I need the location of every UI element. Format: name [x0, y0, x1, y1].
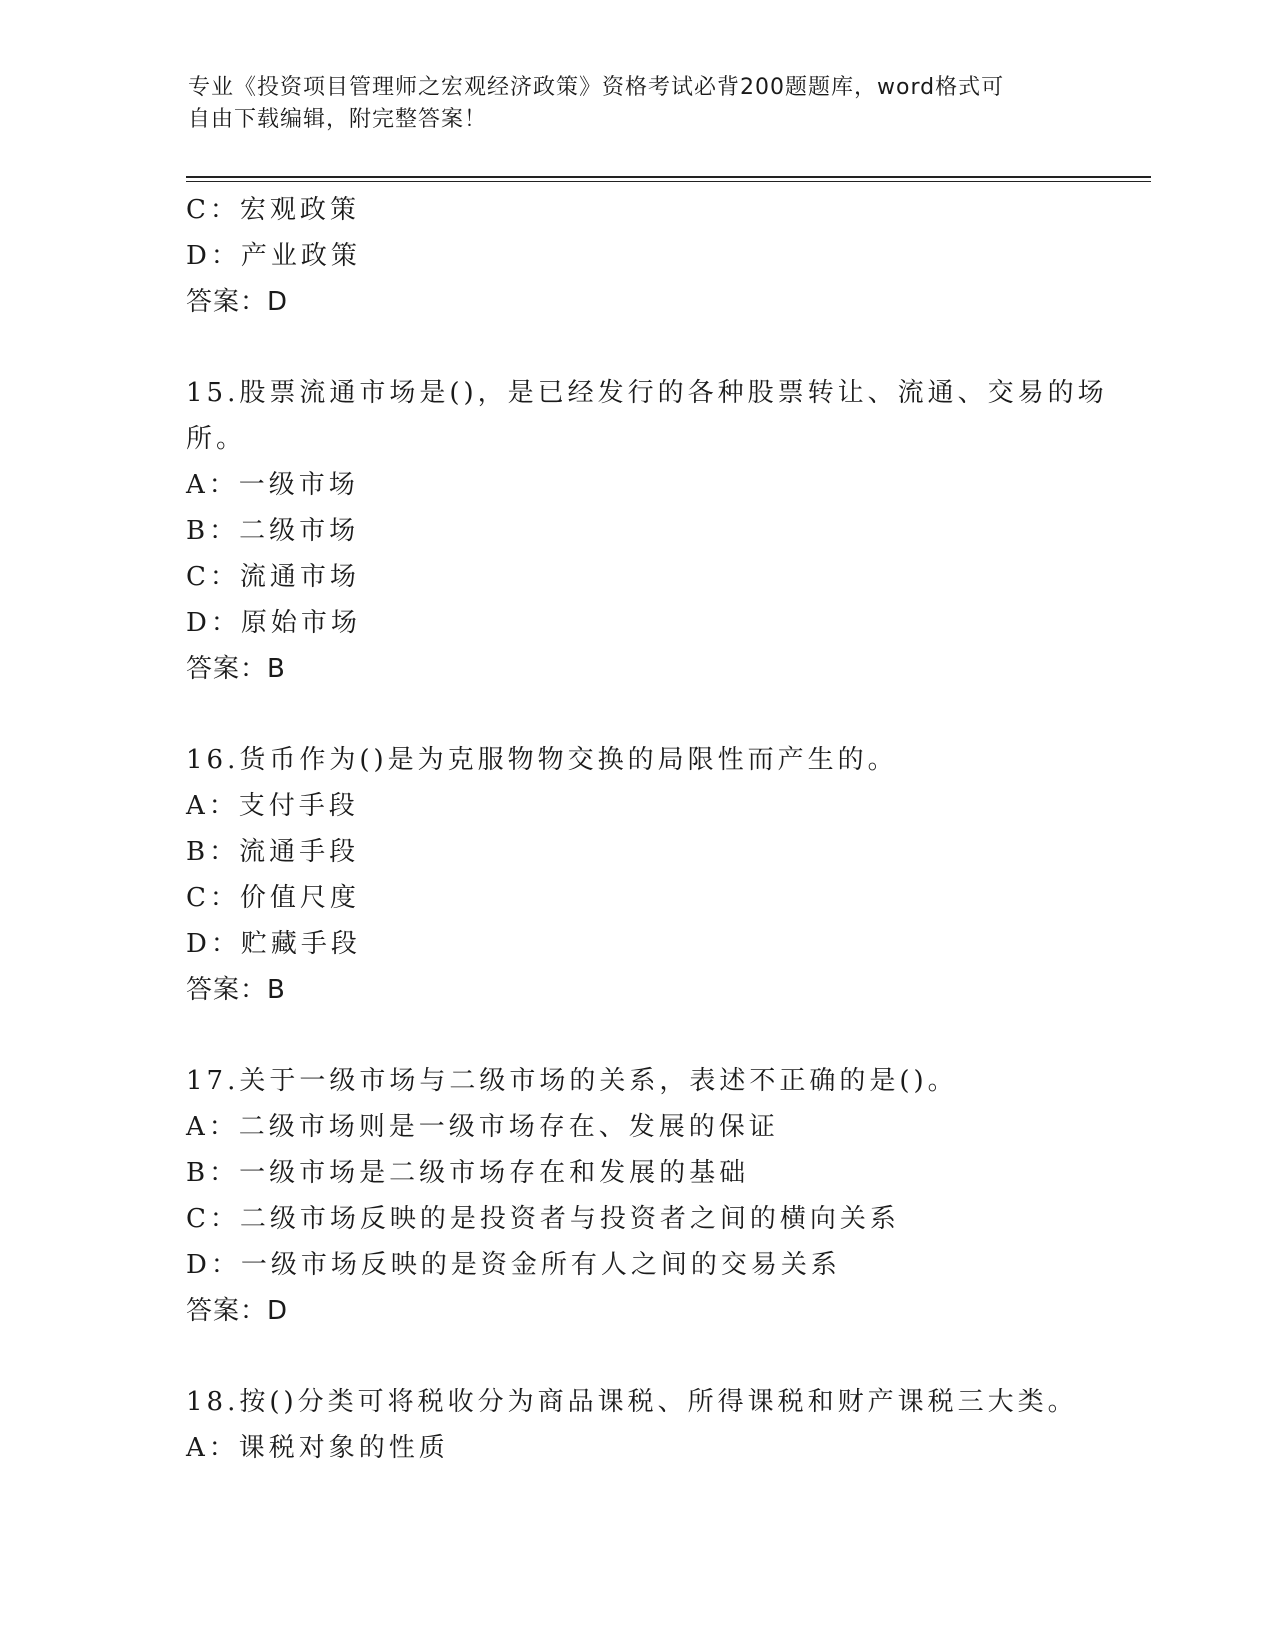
question-18 [186, 1379, 1086, 1471]
option-b: B：流通手段 [186, 837, 360, 867]
question-15 [186, 370, 1108, 692]
option-d: D：一级市场反映的是资金所有人之间的交易关系 [186, 1250, 841, 1280]
option-d: D：产业政策 [186, 241, 361, 271]
option-c: C：流通市场 [186, 562, 360, 592]
question-stem: 16.货币作为()是为克服物物交换的局限性而产生的。 [186, 745, 898, 775]
option-d: D：原始市场 [186, 608, 361, 638]
answer-line: 答案：D [186, 287, 289, 317]
header-divider-thin [186, 181, 1151, 182]
question-stem: 17.关于一级市场与二级市场的关系，表述不正确的是()。 [186, 1066, 958, 1096]
answer-line: 答案：B [186, 975, 286, 1005]
option-c: C：二级市场反映的是投资者与投资者之间的横向关系 [186, 1204, 900, 1234]
question-16 [186, 737, 1086, 1013]
question-stem-continued: 所。 [186, 424, 247, 454]
question-stem: 18.按()分类可将税收分为商品课税、所得课税和财产课税三大类。 [186, 1387, 1078, 1417]
header-line-2: 自由下载编辑，附完整答案！ [188, 107, 488, 132]
question-14-tail [186, 187, 1086, 325]
question-list [186, 187, 1108, 1471]
option-a: A：课税对象的性质 [186, 1433, 449, 1463]
option-b: B：二级市场 [186, 516, 360, 546]
header-line-1: 专业《投资项目管理师之宏观经济政策》资格考试必背200题题库，word格式可 [188, 75, 1005, 100]
option-c: C：宏观政策 [186, 195, 360, 225]
question-17 [186, 1058, 1086, 1334]
answer-line: 答案：B [186, 654, 286, 684]
option-c: C：价值尺度 [186, 883, 360, 913]
option-d: D：贮藏手段 [186, 929, 361, 959]
answer-line: 答案：D [186, 1296, 289, 1326]
header-divider-thick [186, 176, 1151, 178]
question-stem: 15.股票流通市场是()，是已经发行的各种股票转让、流通、交易的场 [186, 378, 1108, 408]
option-a: A：一级市场 [186, 470, 359, 500]
document-header [188, 72, 1068, 136]
option-a: A：二级市场则是一级市场存在、发展的保证 [186, 1112, 779, 1142]
option-b: B：一级市场是二级市场存在和发展的基础 [186, 1158, 750, 1188]
option-a: A：支付手段 [186, 791, 359, 821]
